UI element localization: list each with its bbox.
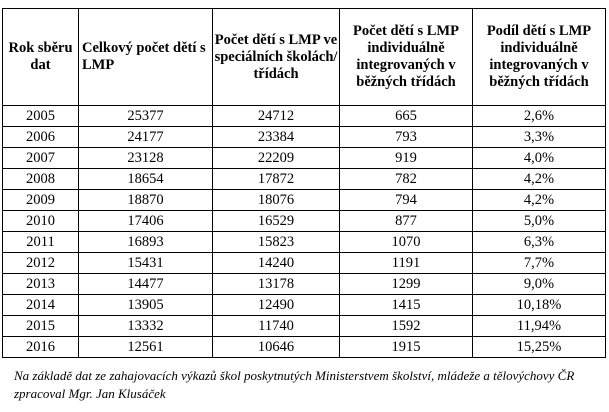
year-cell: 2008	[3, 169, 79, 190]
special-schools-cell: 14240	[213, 253, 340, 274]
special-schools-cell: 23384	[213, 127, 340, 148]
integrated-count-cell: 1070	[340, 232, 473, 253]
table-row	[3, 127, 606, 148]
integrated-share-cell: 6,3%	[473, 232, 606, 253]
header-year: Rok sběru dat	[3, 9, 79, 106]
total-cell: 18654	[79, 169, 213, 190]
table-row	[3, 316, 606, 337]
table-row	[3, 190, 606, 211]
integrated-count-cell: 1191	[340, 253, 473, 274]
integrated-share-cell: 5,0%	[473, 211, 606, 232]
lmp-statistics-table-container	[2, 8, 606, 358]
table-row	[3, 274, 606, 295]
header-integrated-count: Počet dětí s LMP individuálně integrovaných v běžných třídách	[340, 9, 473, 106]
integrated-share-cell: 3,3%	[473, 127, 606, 148]
total-cell: 14477	[79, 274, 213, 295]
header-integrated-share: Podíl dětí s LMP individuálně integrovaných v běžných třídách	[473, 9, 606, 106]
table-body	[3, 106, 606, 358]
special-schools-cell: 24712	[213, 106, 340, 127]
lmp-statistics-table	[2, 8, 606, 358]
table-row	[3, 106, 606, 127]
total-cell: 18870	[79, 190, 213, 211]
special-schools-cell: 18076	[213, 190, 340, 211]
year-cell: 2011	[3, 232, 79, 253]
year-cell: 2007	[3, 148, 79, 169]
total-cell: 13905	[79, 295, 213, 316]
integrated-share-cell: 2,6%	[473, 106, 606, 127]
integrated-count-cell: 1592	[340, 316, 473, 337]
year-cell: 2014	[3, 295, 79, 316]
integrated-share-cell: 7,7%	[473, 253, 606, 274]
table-row	[3, 337, 606, 358]
year-cell: 2005	[3, 106, 79, 127]
integrated-share-cell: 11,94%	[473, 316, 606, 337]
integrated-count-cell: 1299	[340, 274, 473, 295]
special-schools-cell: 13178	[213, 274, 340, 295]
year-cell: 2012	[3, 253, 79, 274]
table-row	[3, 295, 606, 316]
table-header-row	[3, 9, 606, 106]
special-schools-cell: 11740	[213, 316, 340, 337]
integrated-count-cell: 919	[340, 148, 473, 169]
integrated-share-cell: 4,2%	[473, 169, 606, 190]
header-total-lmp: Celkový počet dětí s LMP	[79, 9, 213, 106]
special-schools-cell: 16529	[213, 211, 340, 232]
total-cell: 13332	[79, 316, 213, 337]
special-schools-cell: 17872	[213, 169, 340, 190]
total-cell: 25377	[79, 106, 213, 127]
year-cell: 2006	[3, 127, 79, 148]
integrated-share-cell: 4,0%	[473, 148, 606, 169]
integrated-count-cell: 782	[340, 169, 473, 190]
year-cell: 2016	[3, 337, 79, 358]
header-special-schools: Počet dětí s LMP ve speciálních školách/ třídách	[213, 9, 340, 106]
total-cell: 15431	[79, 253, 213, 274]
integrated-share-cell: 15,25%	[473, 337, 606, 358]
special-schools-cell: 15823	[213, 232, 340, 253]
table-row	[3, 211, 606, 232]
integrated-share-cell: 9,0%	[473, 274, 606, 295]
table-row	[3, 232, 606, 253]
table-row	[3, 148, 606, 169]
total-cell: 16893	[79, 232, 213, 253]
total-cell: 23128	[79, 148, 213, 169]
source-note: Na základě dat ze zahajovacích výkazů škol poskytnutých Ministerstvem školství, mládeže a tělovýchovy ČR zpracoval Mgr. Jan Klusáček	[14, 368, 575, 401]
year-cell: 2015	[3, 316, 79, 337]
total-cell: 12561	[79, 337, 213, 358]
integrated-count-cell: 1915	[340, 337, 473, 358]
year-cell: 2013	[3, 274, 79, 295]
integrated-count-cell: 1415	[340, 295, 473, 316]
special-schools-cell: 22209	[213, 148, 340, 169]
total-cell: 24177	[79, 127, 213, 148]
total-cell: 17406	[79, 211, 213, 232]
integrated-count-cell: 877	[340, 211, 473, 232]
integrated-share-cell: 10,18%	[473, 295, 606, 316]
integrated-count-cell: 794	[340, 190, 473, 211]
table-row	[3, 169, 606, 190]
integrated-count-cell: 793	[340, 127, 473, 148]
special-schools-cell: 10646	[213, 337, 340, 358]
year-cell: 2010	[3, 211, 79, 232]
table-row	[3, 253, 606, 274]
integrated-count-cell: 665	[340, 106, 473, 127]
year-cell: 2009	[3, 190, 79, 211]
integrated-share-cell: 4,2%	[473, 190, 606, 211]
special-schools-cell: 12490	[213, 295, 340, 316]
